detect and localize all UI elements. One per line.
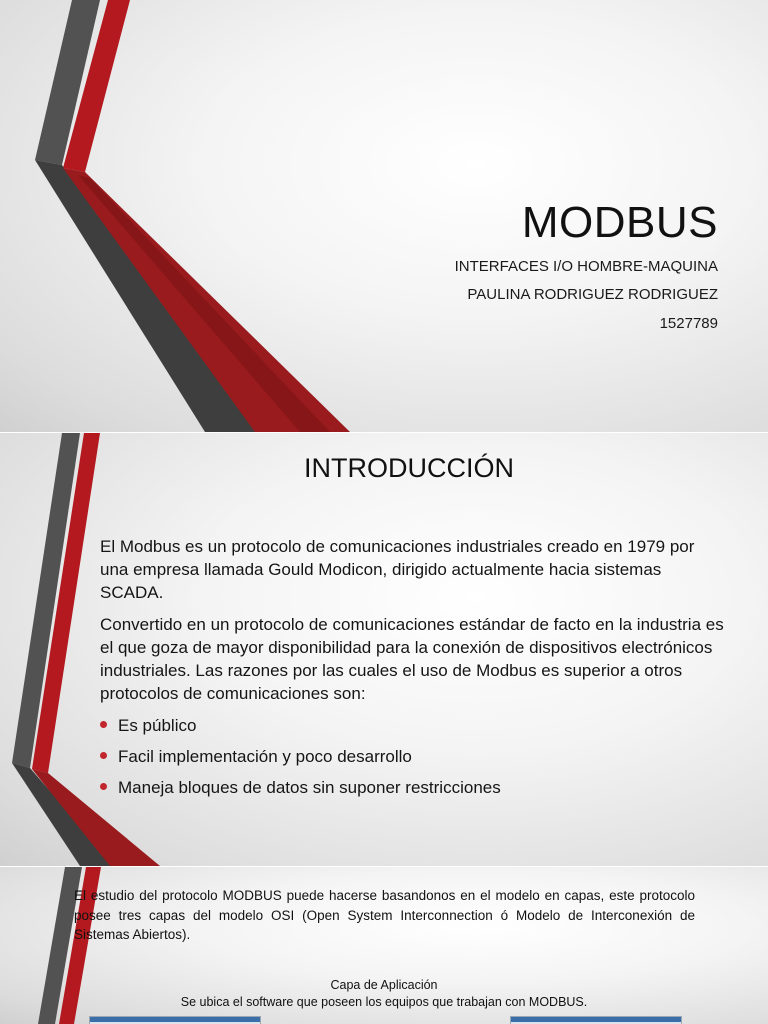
intro-paragraph-2: Convertido en un protocolo de comunicaciones estándar de facto en la industria es el que goza de mayor disponibilidad para la conexión de dispositivos electrónicos industriales. Las razones por las cuales el uso de Modbus es superior a otros protocolos de comunicaciones son: xyxy=(100,615,724,703)
slide-title: MODBUS xyxy=(521,198,718,247)
author-name: PAULINA RODRIGUEZ RODRIGUEZ xyxy=(467,286,718,303)
list-item-text: Es público xyxy=(118,716,197,735)
software-screenshot-thumbnail xyxy=(89,1016,261,1024)
intro-paragraph-1: El Modbus es un protocolo de comunicaciones industriales creado en 1979 por una empresa llamada Gould Modicon, dirigido actualmente hacia sistemas SCADA. xyxy=(100,537,695,602)
software-screenshot-thumbnail xyxy=(510,1016,682,1024)
course-name: INTERFACES I/O HOMBRE-MAQUINA xyxy=(454,258,718,275)
bullet-icon xyxy=(100,721,107,728)
list-item-text: Facil implementación y poco desarrollo xyxy=(118,747,412,766)
list-item-text: Maneja bloques de datos sin suponer restricciones xyxy=(118,778,501,797)
bullet-icon xyxy=(100,752,107,759)
layers-intro: El estudio del protocolo MODBUS puede hacerse basandonos en el modelo en capas, este protocolo posee tres capas del modelo OSI (Open System Interconnection ó Modelo de Interconexión de Sistemas Abiertos). xyxy=(74,888,695,942)
section-title: INTRODUCCIÓN xyxy=(304,453,514,483)
student-id: 1527789 xyxy=(659,315,718,332)
layers-slide xyxy=(0,867,768,1024)
list-item xyxy=(100,745,725,768)
list-item xyxy=(100,714,725,737)
intro-body xyxy=(100,535,725,807)
advantages-list xyxy=(100,714,725,799)
layer-title: Capa de Aplicación xyxy=(330,978,438,992)
bullet-icon xyxy=(100,783,107,790)
introduction-slide xyxy=(0,433,768,866)
layer-description: Se ubica el software que poseen los equipos que trabajan con MODBUS. xyxy=(180,995,588,1009)
title-slide xyxy=(0,0,768,432)
list-item xyxy=(100,776,725,799)
